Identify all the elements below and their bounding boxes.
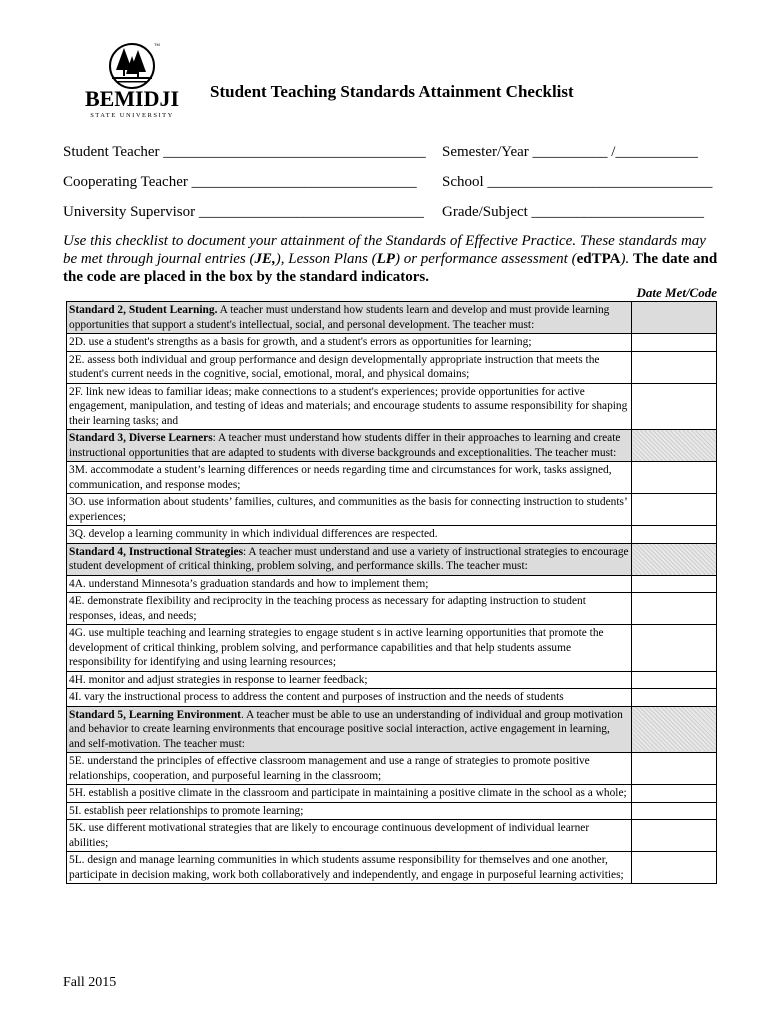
date-met-code-box[interactable] [632,593,717,625]
date-met-code-header: Date Met/Code [636,285,717,300]
footer-term: Fall 2015 [63,975,117,990]
indicator-row [67,820,717,852]
indicator-text [67,802,632,820]
date-met-code-box[interactable] [632,334,717,352]
indicator-row [67,802,717,820]
indicator-text [67,785,632,803]
intro-text-3: ) or performance assessment ( [394,251,577,267]
intro-bold-note: The date and the code are placed in the box by the standard indicators. [63,251,718,285]
standard-date-box [632,430,717,462]
standard-date-box [632,706,717,753]
semester-year-field[interactable]: Semester/Year __________ /___________ [442,144,698,160]
indicator-row [67,575,717,593]
intro-text-1: Use this checklist to document your attainment of the Standards of Effective Practice. These standards may be met through journal entries ( [63,233,706,267]
row-text: 4I. vary the instructional process to address the content and purposes of instruction and the needs of students [69,691,564,703]
date-met-code-box[interactable] [632,671,717,689]
standard-header-row [67,302,717,334]
indicator-text [67,334,632,352]
indicator-text [67,575,632,593]
grade-subject-field[interactable]: Grade/Subject _______________________ [442,204,705,220]
indicator-row [67,689,717,707]
date-met-code-box[interactable] [632,462,717,494]
row-text: 3M. accommodate a student’s learning differences or needs regarding time and circumstances for work, tasks assigned, communication, and response modes; [69,464,612,491]
standard-description [67,430,632,462]
date-met-code-box[interactable] [632,852,717,884]
row-text: 2F. link new ideas to familiar ideas; make connections to a student's experiences; provide opportunities for active engagement, manipulation, and testing of ideas and materials; and encourage students to assume responsibility for shaping their learning tasks; and [69,385,628,427]
row-text: 4G. use multiple teaching and learning strategies to engage student s in active learning opportunities that promote the development of critical thinking, problem solving, and performance capabilities and that help students assume responsibility for identifying and using learning resources; [69,627,604,668]
school-field[interactable]: School ______________________________ [442,174,713,190]
row-text: 3Q. develop a learning community in which individual differences are respected. [69,528,438,540]
trademark-mark: TM [154,42,160,47]
standards-checklist-table [66,301,717,884]
indicator-row [67,334,717,352]
row-text: 5I. establish peer relationships to promote learning; [69,804,304,817]
row-text: . A teacher must be able to use an understanding of individual and group motivation and behavior to create learning environments that encourage positive social interaction, active engagement in learning, and self-motivation. The teacher must: [69,708,623,750]
indicator-text [67,820,632,852]
standard-title: Standard 2, Student Learning. [69,304,218,316]
cooperating-teacher-field[interactable]: Cooperating Teacher ______________________________ [63,174,417,190]
date-met-code-box[interactable] [632,575,717,593]
indicator-row [67,494,717,526]
indicator-row [67,671,717,689]
standard-date-box [632,543,717,575]
indicator-text [67,526,632,544]
standard-date-box [632,302,717,334]
standard-header-row [67,543,717,575]
university-supervisor-field[interactable]: University Supervisor ______________________________ [63,204,424,220]
date-met-code-box[interactable] [632,625,717,672]
row-text: 5H. establish a positive climate in the classroom and participate in maintaining a positive climate in the school as a whole; [69,787,627,799]
standard-title: Standard 3, Diverse Learners [69,432,213,444]
indicator-text [67,671,632,689]
row-text: 4A. understand Minnesota’s graduation standards and how to implement them; [69,577,429,590]
logo-subtitle: STATE UNIVERSITY [90,112,174,119]
date-met-code-box[interactable] [632,820,717,852]
row-text: : A teacher must understand how students differ in their approaches to learning and create instructional opportunities that are adapted to students with diverse backgrounds and exceptionalities. The teacher must: [69,432,621,459]
student-teacher-field[interactable]: Student Teacher ___________________________________ [63,144,426,160]
indicator-text [67,852,632,884]
indicator-row [67,753,717,785]
logo-name: BEMIDJI [84,86,180,111]
indicator-row [67,785,717,803]
date-met-code-box[interactable] [632,526,717,544]
intro-text-2: ), Lesson Plans ( [275,251,377,267]
standard-description [67,302,632,334]
indicator-row [67,526,717,544]
standard-description [67,706,632,753]
standard-title: Standard 5, Learning Environment [69,708,241,721]
standard-header-row [67,706,717,753]
row-text: 5K. use different motivational strategies that are likely to encourage continuous development of individual learner abilities; [69,822,590,849]
standard-description [67,543,632,575]
indicator-text [67,753,632,785]
intro-lp-code: LP [376,251,395,267]
page-title: Student Teaching Standards Attainment Checklist [210,82,574,101]
indicator-row [67,852,717,884]
date-met-code-box[interactable] [632,753,717,785]
standard-title: Standard 4, Instructional Strategies [69,545,244,558]
standard-header-row [67,430,717,462]
indicator-row [67,462,717,494]
indicator-row [67,351,717,383]
row-text: : A teacher must understand and use a variety of instructional strategies to encourage student development of critical thinking, problem solving, and performance skills. The teacher must: [69,545,629,572]
date-met-code-box[interactable] [632,785,717,803]
date-met-code-box[interactable] [632,494,717,526]
row-text: 2D. use a student's strengths as a basis for growth, and a student's errors as opportunities for learning; [69,336,532,348]
row-text: A teacher must understand how students learn and develop and must provide learning opportunities that support a student's intellectual, social, and personal development. The teacher must: [69,304,610,331]
row-text: 5L. design and manage learning communities in which students assume responsibility for themselves and one another, participate in decision making, work both collaboratively and independently, and engage in purposeful learning activities; [69,854,624,881]
university-logo [82,40,182,119]
intro-edtpa-code: edTPA [576,251,621,267]
date-met-code-box[interactable] [632,351,717,383]
indicator-row [67,625,717,672]
row-text: 2E. assess both individual and group performance and design developmentally appropriate instruction that meets the student's current needs in the cognitive, social, emotional, moral, and physical domains; [69,353,600,380]
instructions [63,232,723,286]
date-met-code-box[interactable] [632,802,717,820]
indicator-text [67,351,632,383]
row-text: 3O. use information about students’ families, cultures, and communities as the basis for connecting instruction to students’ experiences; [69,496,627,523]
row-text: 4H. monitor and adjust strategies in response to learner feedback; [69,673,368,686]
indicator-text [67,625,632,672]
intro-text-4: ). [620,251,630,267]
date-met-code-box[interactable] [632,383,717,430]
row-text: 5E. understand the principles of effective classroom management and use a range of strategies to promote positive relationships, cooperation, and purposeful learning in the classroom; [69,755,590,782]
row-text: 4E. demonstrate flexibility and reciprocity in the teaching process as necessary for adapting instruction to student responses, ideas, and needs; [69,595,586,622]
indicator-row [67,593,717,625]
indicator-text [67,689,632,707]
indicator-text [67,593,632,625]
indicator-row [67,383,717,430]
indicator-text [67,462,632,494]
indicator-text [67,383,632,430]
date-met-code-box[interactable] [632,689,717,707]
pine-trees-icon [102,40,162,90]
intro-je-code: JE, [254,251,276,267]
indicator-text [67,494,632,526]
